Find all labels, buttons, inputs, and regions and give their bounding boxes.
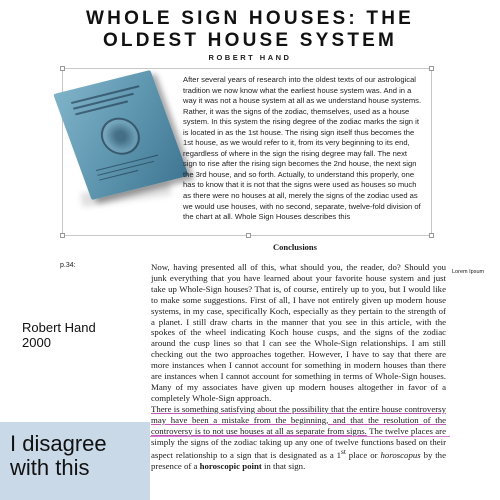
cover-emblem bbox=[95, 114, 145, 159]
bold-term: horoscopic point bbox=[199, 461, 262, 472]
comment-text-line-1: I disagree bbox=[10, 431, 107, 456]
title-block bbox=[0, 8, 500, 62]
excerpt-paragraph: After several years of research into the oldest texts of our astrological tradition we now know what the earliest house system was. And in a way it was not a house system at all as we understand house systems. Rather, it was the signs of the zodiac, themselves, used as a house system. In this system the rising degree of the zodiac marks the sign it is located in as the 1st house. The rising sign itself thus becomes the 1st house, as we would refer to it, from its very beginning to its end, regardless of where in the sign the rising degree may fall. The next sign to rise after the rising sign becomes the 2nd house, the next sign the 3rd house, and so forth. Actually, to understand this properly, one has to know that it is not that the signs were used as houses so much as there were no houses at all, merely the signs of the zodiac used as we would use houses, with no second, separate, twelve-fold division of the chart at all. Whole Sign Houses describes this bbox=[183, 75, 422, 222]
comment-text-line-2: with this bbox=[10, 455, 90, 480]
body-text bbox=[151, 262, 446, 500]
comment-annotation[interactable] bbox=[0, 422, 150, 500]
book-cover-image bbox=[53, 70, 189, 200]
section-heading-conclusions: Conclusions bbox=[273, 242, 317, 252]
page-reference: p.34: bbox=[60, 262, 76, 269]
citation-author-name: Robert Hand bbox=[22, 320, 96, 335]
resize-handle-bottom-mid[interactable] bbox=[246, 233, 251, 238]
document-title-line-1: WHOLE SIGN HOUSES: THE bbox=[86, 8, 414, 29]
body-paragraph-1: Now, having presented all of this, what should you, the reader, do? Should you junk everything that you have learned about your favorite house system and just take up Whole-Sign houses? That is, of course, entirely up to you, but I would like to make some suggestions. First of all, I have not entirely given up modern house systems, in my case, specifically Koch, especially as they pertain to the strength of a planet. I still draw charts in the manner that you see in this article, with the spokes of the wheel indicating Koch house cusps, and the signs of the zodiac around the cusp lines so that I can see the Whole-Sign relationships. I am still checking out the two approaches together. However, I have to say that there are more instances when I cannot account for something in modern houses than there are instances when I cannot account for something in terms of Whole-Sign houses. Many of my associates have given up modern houses altogether in favor of a completely Whole-Sign approach. bbox=[151, 262, 446, 403]
italic-term: horoscopus bbox=[380, 450, 421, 461]
body-paragraph-2 bbox=[151, 404, 446, 472]
superscript-text: st bbox=[341, 447, 346, 457]
excerpt-text-frame[interactable] bbox=[62, 68, 432, 236]
citation-year: 2000 bbox=[22, 335, 51, 350]
document-author: ROBERT HAND bbox=[208, 53, 292, 62]
resize-handle-top-left[interactable] bbox=[60, 66, 65, 71]
body-text-run: in that sign. bbox=[261, 461, 306, 472]
document-title-line-2: OLDEST HOUSE SYSTEM bbox=[102, 30, 398, 51]
resize-handle-top-right[interactable] bbox=[429, 66, 434, 71]
annotation-connector-line bbox=[150, 436, 450, 437]
margin-note: Lorem Ipsum bbox=[452, 269, 485, 275]
citation-author-block bbox=[22, 320, 132, 350]
body-text-run: The twelve places are simply the signs of the zodiac taking up any one of twelve functions based on their aspect relationship to a sign that is designated as a 1 bbox=[151, 425, 446, 461]
highlighted-passage[interactable]: There is something satisfying about the possibility that the entire house controversy may have been a mistake from the beginning, and that the resolution of the controversy is to not use houses at all as separate from signs. bbox=[151, 403, 446, 436]
cover-subtitle-line bbox=[99, 170, 138, 181]
resize-handle-bottom-left[interactable] bbox=[60, 233, 65, 238]
body-text-run: place or bbox=[345, 450, 381, 461]
body-text-run: by the presence of a bbox=[151, 450, 446, 472]
resize-handle-bottom-right[interactable] bbox=[429, 233, 434, 238]
